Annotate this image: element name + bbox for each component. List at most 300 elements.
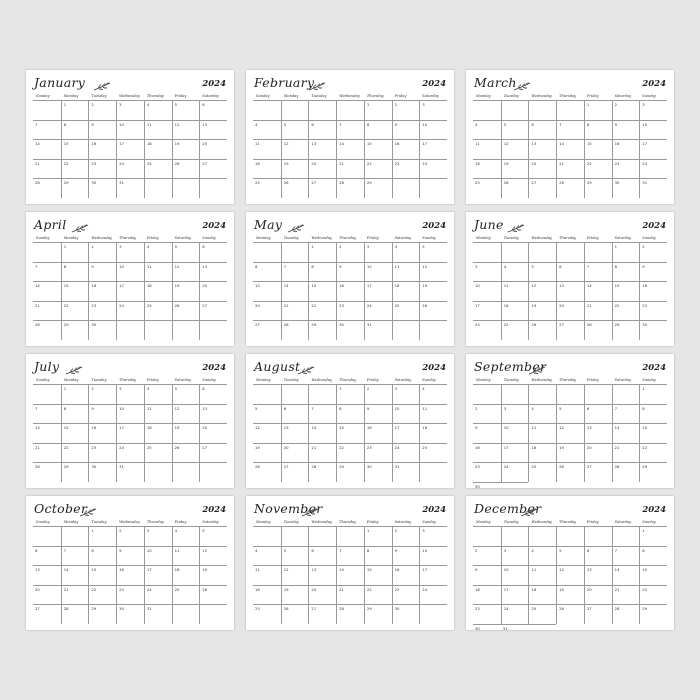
day-number: 19 <box>202 567 208 572</box>
day-number: 30 <box>339 322 344 327</box>
day-number: 14 <box>339 141 344 146</box>
weekday-header: Sunday <box>642 378 656 382</box>
day-number: 14 <box>311 425 317 430</box>
day-number: 14 <box>614 567 620 572</box>
day-number: 24 <box>422 586 428 592</box>
day-cell <box>144 281 172 301</box>
day-cell <box>116 546 144 566</box>
day-cell <box>639 565 667 585</box>
day-cell <box>501 404 529 424</box>
day-cell <box>308 139 336 159</box>
day-cell <box>419 565 447 585</box>
day-number: 16 <box>91 283 97 288</box>
day-cell <box>419 301 447 321</box>
day-cell <box>144 242 172 262</box>
day-cell <box>308 262 336 282</box>
day-number: 2 <box>339 244 342 249</box>
day-cell <box>473 242 501 262</box>
weekday-header: Friday <box>586 236 599 240</box>
day-cell <box>116 100 144 120</box>
day-number: 1 <box>311 244 314 249</box>
day-cell <box>253 301 281 321</box>
day-cell <box>116 262 144 282</box>
day-cell <box>364 159 392 179</box>
day-cell <box>556 423 584 443</box>
weekday-header: Saturday <box>174 378 192 382</box>
day-cell <box>556 281 584 301</box>
day-cell <box>308 604 336 624</box>
day-number: 1 <box>614 244 617 249</box>
weekday-header: Thursday <box>119 236 137 240</box>
day-number: 19 <box>559 444 564 450</box>
day-cell <box>364 262 392 282</box>
day-cell <box>281 604 309 624</box>
day-cell <box>88 281 116 301</box>
day-cell <box>88 301 116 321</box>
day-cell <box>392 404 420 424</box>
day-cell <box>199 462 227 482</box>
day-number: 8 <box>366 547 370 553</box>
month-header <box>253 500 448 519</box>
weekday-header: Tuesday <box>91 378 107 382</box>
day-number: 28 <box>339 180 344 185</box>
day-number: 11 <box>531 425 537 430</box>
day-number: 7 <box>63 547 67 553</box>
day-cell <box>528 139 556 159</box>
day-cell <box>308 546 336 566</box>
day-cell <box>172 262 200 282</box>
month-grid <box>473 235 667 340</box>
day-number: 28 <box>35 464 40 469</box>
day-cell <box>88 384 116 404</box>
day-cell <box>253 178 281 198</box>
day-number: 7 <box>311 405 314 411</box>
weekday-header: Friday <box>586 378 599 382</box>
weekday-header: Saturday <box>394 236 412 240</box>
weekday-header: Thursday <box>339 520 357 524</box>
day-cell <box>364 546 392 566</box>
day-cell <box>281 281 309 301</box>
month-header <box>473 216 668 235</box>
day-number: 18 <box>255 160 260 166</box>
day-cell <box>116 585 144 605</box>
day-number: 26 <box>531 322 537 327</box>
day-cell <box>308 443 336 463</box>
day-number: 8 <box>642 547 645 553</box>
day-cell <box>612 482 640 491</box>
day-cell <box>392 120 420 140</box>
day-cell <box>88 404 116 424</box>
day-number: 24 <box>119 160 124 166</box>
day-number: 27 <box>586 464 592 469</box>
day-cell <box>336 242 364 262</box>
day-cell <box>336 262 364 282</box>
day-number: 5 <box>283 547 287 553</box>
day-cell <box>88 242 116 262</box>
overflow-week-row <box>473 482 667 491</box>
day-number: 21 <box>283 302 289 308</box>
day-number: 25 <box>394 302 400 308</box>
day-cell <box>116 159 144 179</box>
day-number: 13 <box>586 567 592 572</box>
month-grid <box>33 235 227 340</box>
month-title: September <box>474 359 547 374</box>
day-number: 6 <box>35 547 38 553</box>
day-number: 6 <box>586 547 590 553</box>
day-number: 16 <box>339 283 344 288</box>
weekday-header: Saturday <box>174 236 192 240</box>
weekday-header: Monday <box>256 520 271 524</box>
day-number: 20 <box>283 444 289 450</box>
weekday-header: Monday <box>63 378 79 382</box>
day-cell <box>364 139 392 159</box>
day-cell <box>336 462 364 482</box>
day-cell <box>612 585 640 605</box>
weekday-header: Thursday <box>339 378 357 382</box>
day-cell <box>584 404 612 424</box>
day-number: 11 <box>174 547 180 553</box>
day-number: 10 <box>366 263 372 269</box>
day-cell <box>33 585 61 605</box>
month-grid <box>253 93 447 198</box>
day-number: 15 <box>614 283 620 288</box>
day-number: 3 <box>119 102 122 107</box>
month-title: May <box>254 217 283 232</box>
day-number: 18 <box>146 141 152 146</box>
day-number: 8 <box>311 263 314 269</box>
day-cell <box>281 585 309 605</box>
day-number: 15 <box>63 283 69 288</box>
day-number: 2 <box>642 244 645 249</box>
day-number: 10 <box>503 425 509 430</box>
day-cell <box>88 462 116 482</box>
day-cell <box>33 178 61 198</box>
day-number: 21 <box>586 302 592 308</box>
day-cell <box>419 281 447 301</box>
day-cell <box>199 404 227 424</box>
day-number: 6 <box>283 405 287 411</box>
day-cell <box>584 423 612 443</box>
leaf-sprig-icon <box>93 77 111 88</box>
day-cell <box>88 262 116 282</box>
day-cell <box>308 301 336 321</box>
day-cell <box>364 281 392 301</box>
day-number: 29 <box>614 322 620 327</box>
day-number: 20 <box>202 425 208 430</box>
day-number: 10 <box>642 121 648 127</box>
day-number: 26 <box>202 586 208 592</box>
day-cell <box>88 100 116 120</box>
leaf-sprig-icon <box>287 219 305 230</box>
day-cell <box>116 301 144 321</box>
day-number: 15 <box>642 425 648 430</box>
day-cell <box>33 159 61 179</box>
weekday-header: Sunday <box>36 378 50 382</box>
day-cell <box>253 242 281 262</box>
weekday-header: Tuesday <box>91 520 107 524</box>
year-label: 2024 <box>642 363 666 373</box>
day-cell <box>199 139 227 159</box>
day-number: 4 <box>503 263 507 269</box>
day-number: 31 <box>146 606 152 611</box>
day-cell <box>392 462 420 482</box>
day-number: 30 <box>119 606 124 611</box>
day-cell <box>419 178 447 198</box>
day-cell <box>639 423 667 443</box>
day-cell <box>501 320 529 340</box>
day-cell <box>584 526 612 546</box>
day-cell <box>392 301 420 321</box>
day-cell <box>253 320 281 340</box>
weekday-header: Thursday <box>559 378 577 382</box>
day-number: 10 <box>422 547 428 553</box>
day-number: 11 <box>531 567 537 572</box>
day-number: 19 <box>174 425 180 430</box>
day-cell <box>392 100 420 120</box>
day-cell <box>556 546 584 566</box>
day-cell <box>199 585 227 605</box>
day-number: 16 <box>91 425 97 430</box>
day-number: 9 <box>642 263 645 269</box>
day-cell <box>33 526 61 546</box>
month-title: June <box>474 217 504 232</box>
day-number: 20 <box>531 160 537 166</box>
month-grid <box>253 235 447 340</box>
day-number: 4 <box>146 386 150 391</box>
day-cell <box>419 423 447 443</box>
day-number: 24 <box>503 464 509 469</box>
weekday-header: Friday <box>174 520 187 524</box>
day-number: 6 <box>311 121 314 127</box>
day-cell <box>639 624 667 633</box>
day-cell <box>473 565 501 585</box>
weekday-header: Monday <box>256 236 271 240</box>
day-cell <box>419 120 447 140</box>
day-number: 17 <box>503 586 509 592</box>
day-cell <box>584 443 612 463</box>
day-number: 27 <box>586 606 592 611</box>
day-number: 28 <box>614 606 620 611</box>
day-cell <box>33 242 61 262</box>
day-number: 9 <box>91 121 94 127</box>
day-cell <box>473 546 501 566</box>
day-cell <box>144 526 172 546</box>
day-cell <box>419 604 447 624</box>
day-cell <box>116 178 144 198</box>
day-number: 20 <box>311 586 317 592</box>
weekday-header: Friday <box>586 94 599 98</box>
day-cell <box>199 159 227 179</box>
day-number: 31 <box>394 464 400 469</box>
day-number: 25 <box>255 180 260 185</box>
day-cell <box>584 159 612 179</box>
day-cell <box>528 281 556 301</box>
leaf-sprig-icon <box>513 77 531 88</box>
day-number: 20 <box>255 302 260 308</box>
day-cell <box>364 301 392 321</box>
leaf-sprig-icon <box>308 77 326 88</box>
day-cell <box>253 281 281 301</box>
day-cell <box>308 462 336 482</box>
weekday-header: Saturday <box>614 520 632 524</box>
day-number: 23 <box>91 160 97 166</box>
year-label: 2024 <box>642 505 666 515</box>
day-number: 19 <box>255 444 260 450</box>
day-number: 21 <box>339 586 344 592</box>
day-cell <box>281 546 309 566</box>
day-number: 5 <box>174 244 177 249</box>
day-cell <box>501 178 529 198</box>
day-cell <box>144 546 172 566</box>
day-cell <box>556 301 584 321</box>
weekday-header: Thursday <box>559 94 577 98</box>
day-cell <box>364 242 392 262</box>
day-cell <box>144 384 172 404</box>
day-cell <box>419 100 447 120</box>
day-number: 6 <box>202 244 205 249</box>
day-number: 24 <box>503 606 509 611</box>
leaf-sprig-icon <box>297 361 315 372</box>
day-cell <box>528 565 556 585</box>
day-number: 11 <box>255 141 260 146</box>
day-number: 25 <box>146 160 152 166</box>
day-number: 17 <box>642 141 648 146</box>
day-cell <box>556 139 584 159</box>
day-cell <box>556 242 584 262</box>
day-number: 6 <box>531 121 534 127</box>
day-number: 30 <box>475 483 480 489</box>
leaf-sprig-icon <box>528 361 546 372</box>
day-cell <box>556 565 584 585</box>
day-number: 3 <box>475 263 478 269</box>
day-number: 8 <box>63 405 67 411</box>
day-cell <box>336 320 364 340</box>
day-cell <box>501 120 529 140</box>
day-cell <box>61 604 89 624</box>
day-number: 16 <box>475 586 480 592</box>
day-cell <box>528 585 556 605</box>
day-cell <box>336 604 364 624</box>
day-cell <box>501 281 529 301</box>
day-number: 11 <box>422 405 428 411</box>
day-cell <box>88 443 116 463</box>
day-number: 30 <box>91 464 97 469</box>
month-card-march <box>466 70 674 204</box>
day-number: 12 <box>174 121 180 127</box>
day-number: 16 <box>119 567 124 572</box>
day-number: 31 <box>642 180 648 185</box>
day-number: 1 <box>63 386 67 391</box>
day-cell <box>33 546 61 566</box>
day-cell <box>88 139 116 159</box>
weekday-header: Saturday <box>422 94 439 98</box>
day-cell <box>419 262 447 282</box>
day-cell <box>281 384 309 404</box>
day-number: 18 <box>475 160 480 166</box>
day-cell <box>364 526 392 546</box>
day-number: 17 <box>394 425 400 430</box>
weekday-header: Sunday <box>642 236 656 240</box>
day-number: 12 <box>503 141 509 146</box>
day-cell <box>612 262 640 282</box>
day-cell <box>528 404 556 424</box>
month-header <box>253 74 448 93</box>
day-number: 22 <box>642 586 648 592</box>
day-number: 4 <box>146 102 150 107</box>
weekday-header: Monday <box>476 378 491 382</box>
month-card-october <box>26 496 234 630</box>
month-title: November <box>254 501 323 516</box>
day-number: 23 <box>91 444 97 450</box>
day-cell <box>116 604 144 624</box>
day-number: 12 <box>559 425 564 430</box>
day-number: 30 <box>642 322 648 327</box>
day-cell <box>336 565 364 585</box>
day-cell <box>281 526 309 546</box>
day-number: 20 <box>202 141 208 146</box>
day-cell <box>473 159 501 179</box>
day-cell <box>584 462 612 482</box>
day-number: 15 <box>311 283 317 288</box>
day-number: 13 <box>531 141 537 146</box>
leaf-sprig-icon <box>507 219 525 230</box>
month-card-august <box>246 354 454 488</box>
day-cell <box>473 443 501 463</box>
day-cell <box>584 624 612 633</box>
day-number: 2 <box>394 102 397 107</box>
day-cell <box>253 423 281 443</box>
day-cell <box>308 242 336 262</box>
day-number: 15 <box>63 425 69 430</box>
day-cell <box>612 565 640 585</box>
weekday-header: Friday <box>146 236 159 240</box>
day-number: 9 <box>614 121 617 127</box>
day-number: 7 <box>614 405 617 411</box>
weekday-header: Sunday <box>642 520 656 524</box>
day-number: 16 <box>91 141 97 146</box>
day-number: 28 <box>35 322 40 327</box>
weekday-header: Sunday <box>36 236 50 240</box>
weekday-header: Monday <box>283 94 299 98</box>
weekday-header: Saturday <box>202 94 219 98</box>
day-number: 20 <box>202 283 208 288</box>
day-cell <box>556 443 584 463</box>
day-cell <box>308 565 336 585</box>
weekday-header: Monday <box>476 94 491 98</box>
day-number: 23 <box>339 302 344 308</box>
leaf-sprig-icon <box>301 503 319 514</box>
day-cell <box>144 262 172 282</box>
day-number: 6 <box>202 102 205 107</box>
day-number: 24 <box>422 160 428 166</box>
day-cell <box>88 120 116 140</box>
day-cell <box>116 565 144 585</box>
day-cell <box>364 120 392 140</box>
day-number: 30 <box>475 625 480 631</box>
day-cell <box>584 100 612 120</box>
day-number: 10 <box>475 283 480 288</box>
day-cell <box>172 462 200 482</box>
weekday-header: Thursday <box>559 520 577 524</box>
day-number: 19 <box>283 160 289 166</box>
day-number: 2 <box>394 528 397 533</box>
day-cell <box>281 462 309 482</box>
day-cell <box>501 301 529 321</box>
day-number: 18 <box>146 283 152 288</box>
day-cell <box>253 139 281 159</box>
day-number: 28 <box>339 606 344 611</box>
month-header <box>253 358 448 377</box>
